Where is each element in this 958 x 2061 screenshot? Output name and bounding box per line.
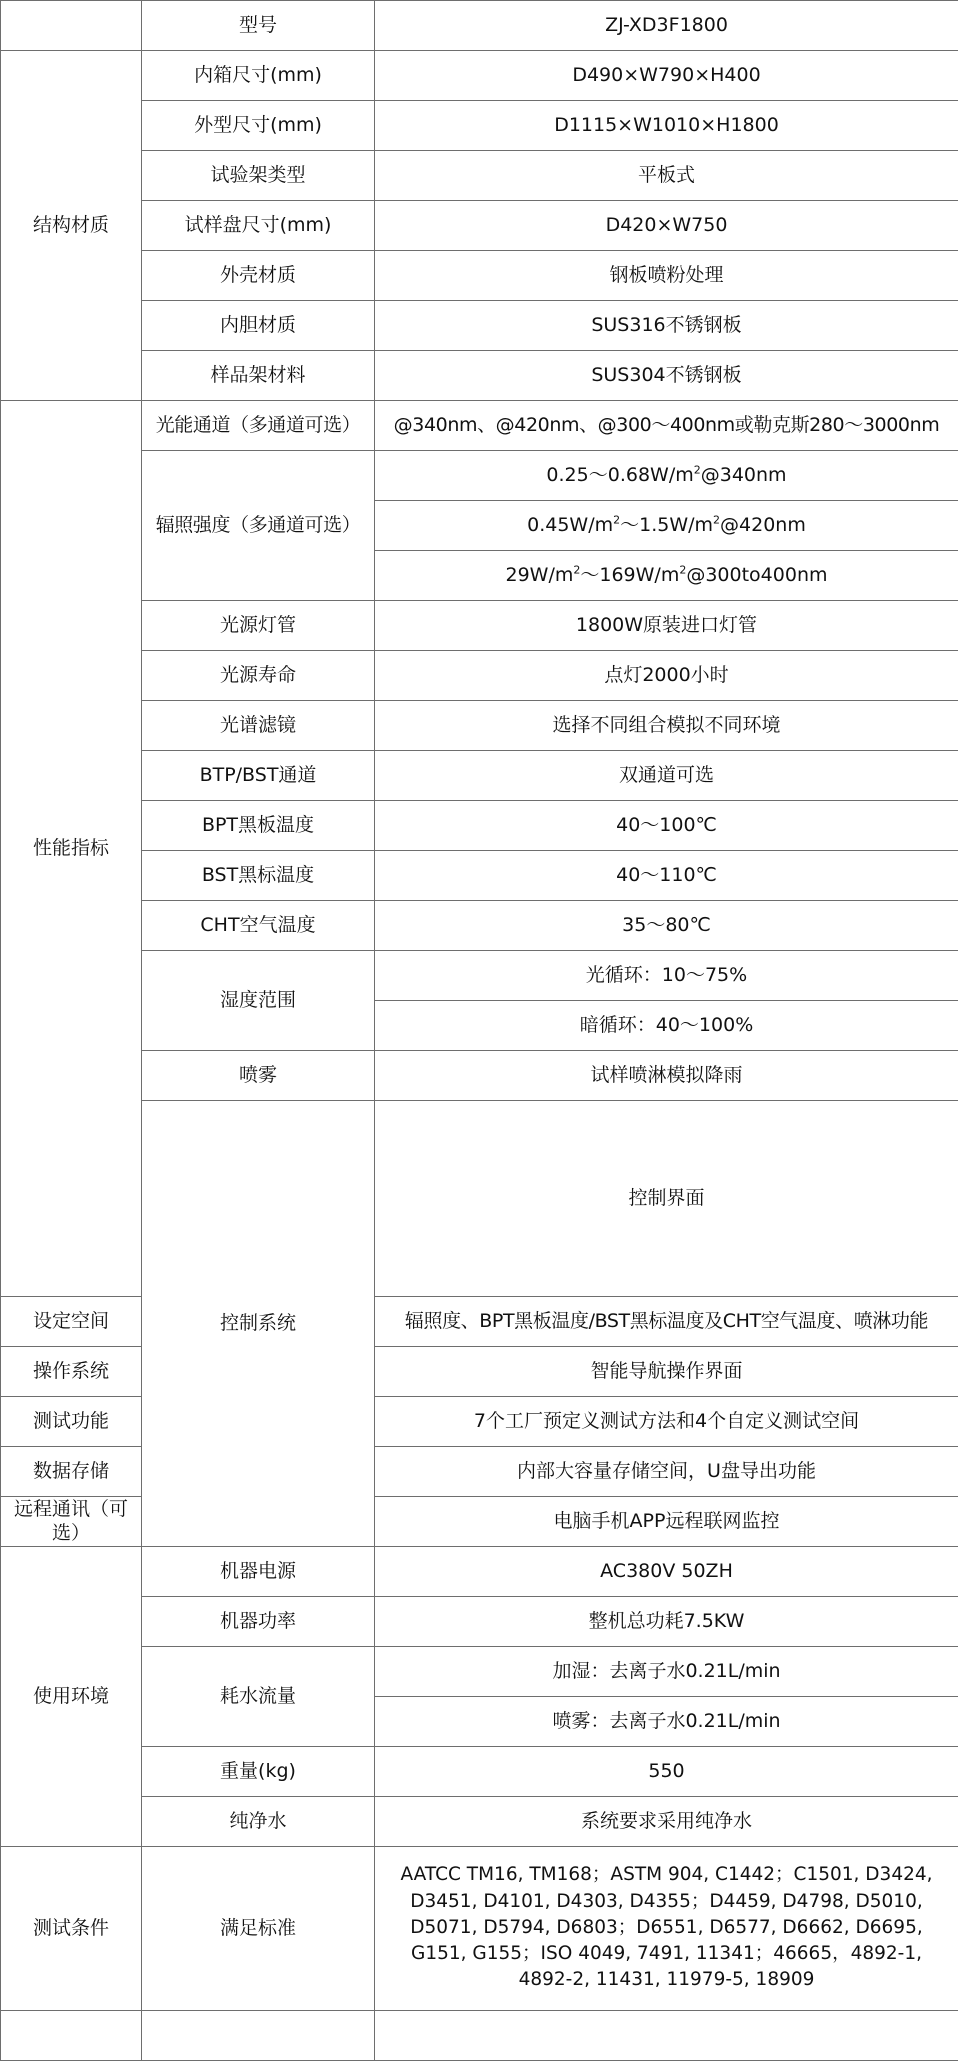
table-row bbox=[1, 1796, 958, 1846]
table-row bbox=[1, 101, 958, 151]
row-value: 40～110℃ bbox=[375, 851, 958, 901]
row-value: 整机总功耗7.5KW bbox=[375, 1596, 958, 1646]
row-label: 重量(kg) bbox=[142, 1746, 375, 1796]
row-label: 纯净水 bbox=[142, 1796, 375, 1846]
empty-cell bbox=[375, 2010, 958, 2060]
row-label: 机器电源 bbox=[142, 1546, 375, 1596]
row-label: 满足标准 bbox=[142, 1846, 375, 2010]
row-label: 外型尺寸(mm) bbox=[142, 101, 375, 151]
row-label: 操作系统 bbox=[1, 1346, 142, 1396]
row-value: 加湿：去离子水0.21L/min bbox=[375, 1646, 958, 1696]
row-label: BTP/BST通道 bbox=[142, 751, 375, 801]
row-value: 试样喷淋模拟降雨 bbox=[375, 1051, 958, 1101]
corner-cell bbox=[1, 1, 142, 51]
row-label: 试验架类型 bbox=[142, 151, 375, 201]
row-label: 控制界面 bbox=[375, 1101, 958, 1297]
value-text: 0.45W/m bbox=[527, 514, 613, 536]
category-performance: 性能指标 bbox=[1, 401, 142, 1297]
value-text: @340nm bbox=[701, 464, 787, 486]
table-row bbox=[1, 401, 958, 451]
table-row bbox=[1, 351, 958, 401]
table-row bbox=[1, 601, 958, 651]
table-row bbox=[1, 701, 958, 751]
row-label: 辐照强度（多通道可选） bbox=[142, 451, 375, 601]
row-value: 光循环：10～75% bbox=[375, 951, 958, 1001]
table-row bbox=[1, 901, 958, 951]
table-row bbox=[1, 301, 958, 351]
table-row bbox=[1, 51, 958, 101]
model-label: 型号 bbox=[142, 1, 375, 51]
row-value: 系统要求采用纯净水 bbox=[375, 1796, 958, 1846]
row-value: 550 bbox=[375, 1746, 958, 1796]
row-label: 远程通讯（可选） bbox=[1, 1496, 142, 1546]
row-value: 双通道可选 bbox=[375, 751, 958, 801]
value-text: 0.25～0.68W/m bbox=[546, 464, 693, 486]
standards-line: 4892-2, 11431, 11979-5, 18909 bbox=[385, 1967, 948, 1993]
row-value: 智能导航操作界面 bbox=[375, 1346, 958, 1396]
category-control: 控制系统 bbox=[142, 1101, 375, 1547]
superscript: 2 bbox=[573, 564, 580, 577]
table-row bbox=[1, 751, 958, 801]
table-row bbox=[1, 1846, 958, 2010]
row-label: 光源灯管 bbox=[142, 601, 375, 651]
superscript: 2 bbox=[679, 564, 686, 577]
row-label: 样品架材料 bbox=[142, 351, 375, 401]
row-value: SUS304不锈钢板 bbox=[375, 351, 958, 401]
row-label: 喷雾 bbox=[142, 1051, 375, 1101]
row-value: 内部大容量存储空间，U盘导出功能 bbox=[375, 1446, 958, 1496]
empty-cell bbox=[1, 2010, 142, 2060]
value-text: @300to400nm bbox=[686, 564, 827, 586]
table-row bbox=[1, 1546, 958, 1596]
row-value: D490×W790×H400 bbox=[375, 51, 958, 101]
row-label: 测试功能 bbox=[1, 1396, 142, 1446]
table-row bbox=[1, 801, 958, 851]
row-label: BST黑标温度 bbox=[142, 851, 375, 901]
row-label: CHT空气温度 bbox=[142, 901, 375, 951]
row-label: 内箱尺寸(mm) bbox=[142, 51, 375, 101]
table-row bbox=[1, 451, 958, 501]
row-label: 光谱滤镜 bbox=[142, 701, 375, 751]
row-label: BPT黑板温度 bbox=[142, 801, 375, 851]
row-value: 35～80℃ bbox=[375, 901, 958, 951]
row-value: 电脑手机APP远程联网监控 bbox=[375, 1496, 958, 1546]
empty-cell bbox=[142, 2010, 375, 2060]
table-row bbox=[1, 1746, 958, 1796]
standards-line: G151, G155；ISO 4049, 7491, 11341；46665，4892-1, bbox=[385, 1941, 948, 1967]
row-label: 内胆材质 bbox=[142, 301, 375, 351]
row-label: 耗水流量 bbox=[142, 1646, 375, 1746]
category-environment: 使用环境 bbox=[1, 1546, 142, 1846]
value-text: @420nm bbox=[720, 514, 806, 536]
table-row bbox=[1, 1, 958, 51]
standards-line: D3451, D4101, D4303, D4355；D4459, D4798, D5010, bbox=[385, 1889, 948, 1915]
row-label: 设定空间 bbox=[1, 1296, 142, 1346]
row-value: 40～100℃ bbox=[375, 801, 958, 851]
standards-line: D5071, D5794, D6803；D6551, D6577, D6662, D6695, bbox=[385, 1915, 948, 1941]
row-value bbox=[375, 451, 958, 501]
category-structure: 结构材质 bbox=[1, 51, 142, 401]
model-value: ZJ-XD3F1800 bbox=[375, 1, 958, 51]
superscript: 2 bbox=[713, 514, 720, 527]
row-value: 7个工厂预定义测试方法和4个自定义测试空间 bbox=[375, 1396, 958, 1446]
table-row bbox=[1, 1646, 958, 1696]
row-value: 暗循环：40～100% bbox=[375, 1001, 958, 1051]
row-label: 机器功率 bbox=[142, 1596, 375, 1646]
table-row bbox=[1, 251, 958, 301]
table-row bbox=[1, 151, 958, 201]
row-label: 外壳材质 bbox=[142, 251, 375, 301]
row-value: D420×W750 bbox=[375, 201, 958, 251]
row-value: 点灯2000小时 bbox=[375, 651, 958, 701]
row-label: 湿度范围 bbox=[142, 951, 375, 1051]
row-value: 喷雾：去离子水0.21L/min bbox=[375, 1696, 958, 1746]
row-value: 平板式 bbox=[375, 151, 958, 201]
value-text: ～169W/m bbox=[580, 564, 679, 586]
value-text: ～1.5W/m bbox=[620, 514, 713, 536]
row-label: 光源寿命 bbox=[142, 651, 375, 701]
value-text: 29W/m bbox=[506, 564, 574, 586]
row-value: AC380V 50ZH bbox=[375, 1546, 958, 1596]
row-label: 光能通道（多通道可选） bbox=[142, 401, 375, 451]
row-value: @340nm、@420nm、@300～400nm或勒克斯280～3000nm bbox=[375, 401, 958, 451]
row-value: 钢板喷粉处理 bbox=[375, 251, 958, 301]
row-value: 选择不同组合模拟不同环境 bbox=[375, 701, 958, 751]
table-row bbox=[1, 951, 958, 1001]
standards-line: AATCC TM16, TM168；ASTM 904, C1442；C1501, D3424, bbox=[385, 1862, 948, 1888]
table-row bbox=[1, 1596, 958, 1646]
row-value bbox=[375, 551, 958, 601]
table-row bbox=[1, 2010, 958, 2060]
superscript: 2 bbox=[694, 464, 701, 477]
row-label: 试样盘尺寸(mm) bbox=[142, 201, 375, 251]
row-value: SUS316不锈钢板 bbox=[375, 301, 958, 351]
row-value: D1115×W1010×H1800 bbox=[375, 101, 958, 151]
row-label: 数据存储 bbox=[1, 1446, 142, 1496]
table-row bbox=[1, 851, 958, 901]
superscript: 2 bbox=[613, 514, 620, 527]
row-value: 辐照度、BPT黑板温度/BST黑标温度及CHT空气温度、喷淋功能 bbox=[375, 1296, 958, 1346]
row-value bbox=[375, 501, 958, 551]
row-value: 1800W原装进口灯管 bbox=[375, 601, 958, 651]
category-test: 测试条件 bbox=[1, 1846, 142, 2010]
standards-value bbox=[375, 1846, 958, 2010]
table-row bbox=[1, 1051, 958, 1101]
table-row bbox=[1, 651, 958, 701]
table-row bbox=[1, 1101, 958, 1297]
table-row bbox=[1, 201, 958, 251]
